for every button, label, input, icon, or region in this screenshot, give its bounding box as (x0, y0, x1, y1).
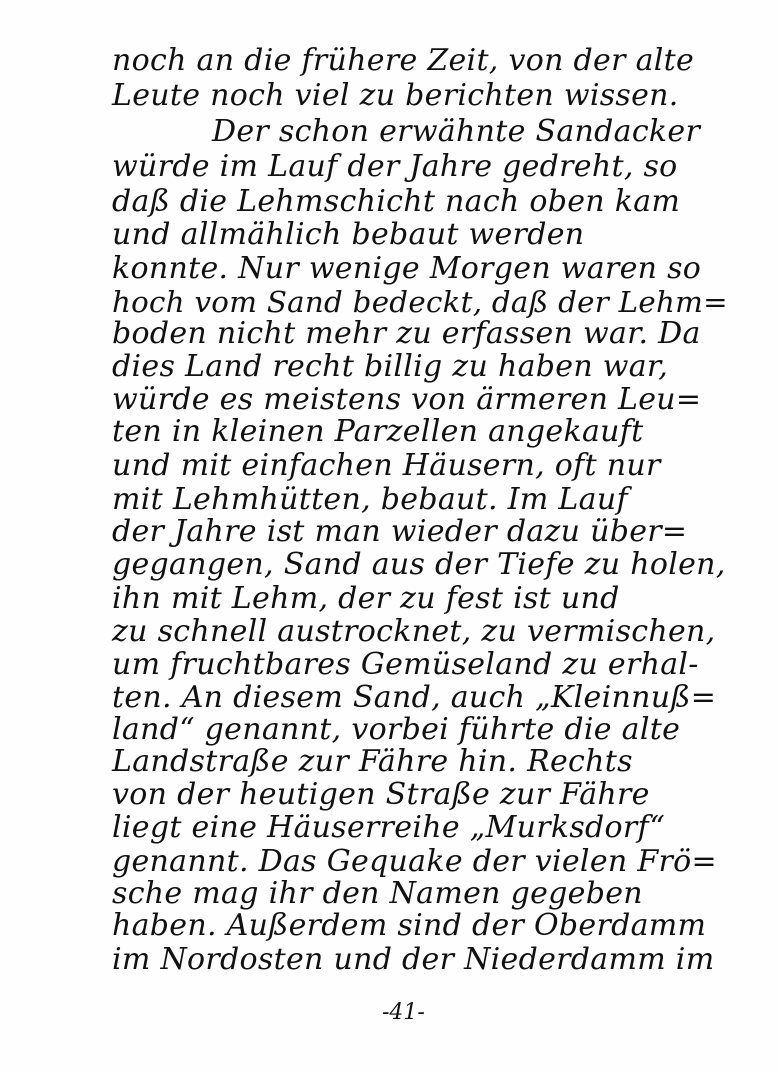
text-line: gegangen, Sand aus der Tiefe zu holen, (112, 547, 726, 582)
text-line: und allmählich bebaut werden (112, 217, 585, 252)
text-line: Leute noch viel zu berichten wissen. (112, 78, 679, 113)
text-line: sche mag ihr den Namen gegeben (112, 876, 643, 911)
text-line: von der heutigen Straße zur Fähre (112, 777, 650, 812)
text-line: dies Land recht billig zu haben war, (112, 349, 669, 384)
text-line: ihn mit Lehm, der zu fest ist und (112, 581, 620, 616)
text-line: konnte. Nur wenige Morgen waren so (112, 251, 702, 286)
text-line: Landstraße zur Fähre hin. Rechts (112, 744, 633, 779)
text-line: noch an die frühere Zeit, von der alte (112, 43, 695, 78)
text-line: und mit einfachen Häusern, oft nur (112, 448, 661, 483)
page-number: -41- (382, 1000, 425, 1025)
text-line: Der schon erwähnte Sandacker (212, 114, 701, 149)
text-line: ten in kleinen Parzellen angekauft (112, 414, 644, 449)
text-line: boden nicht mehr zu erfassen war. Da (112, 316, 701, 351)
text-line: der Jahre ist man wieder dazu über= (112, 514, 688, 549)
text-line: hoch vom Sand bedeckt, daß der Lehm= (112, 285, 728, 319)
text-line: ten. An diesem Sand, auch „Kleinnuß= (112, 680, 717, 715)
text-line: würde es meistens von ärmeren Leu= (112, 382, 702, 417)
text-line: liegt eine Häuserreihe „Murksdorf“ (112, 810, 666, 845)
text-line: zu schnell austrocknet, zu vermischen, (112, 614, 716, 649)
text-line: um fruchtbares Gemüseland zu erhal- (112, 647, 699, 682)
text-line: land“ genannt, vorbei führte die alte (112, 712, 681, 747)
text-line: daß die Lehmschicht nach oben kam (112, 184, 681, 219)
text-line: mit Lehmhütten, bebaut. Im Lauf (112, 482, 628, 517)
text-line: im Nordosten und der Niederdamm im (112, 942, 715, 977)
text-line: würde im Lauf der Jahre gedreht, so (112, 149, 678, 184)
text-line: genannt. Das Gequake der vielen Frö= (112, 844, 717, 879)
text-line: haben. Außerdem sind der Oberdamm (112, 908, 707, 943)
